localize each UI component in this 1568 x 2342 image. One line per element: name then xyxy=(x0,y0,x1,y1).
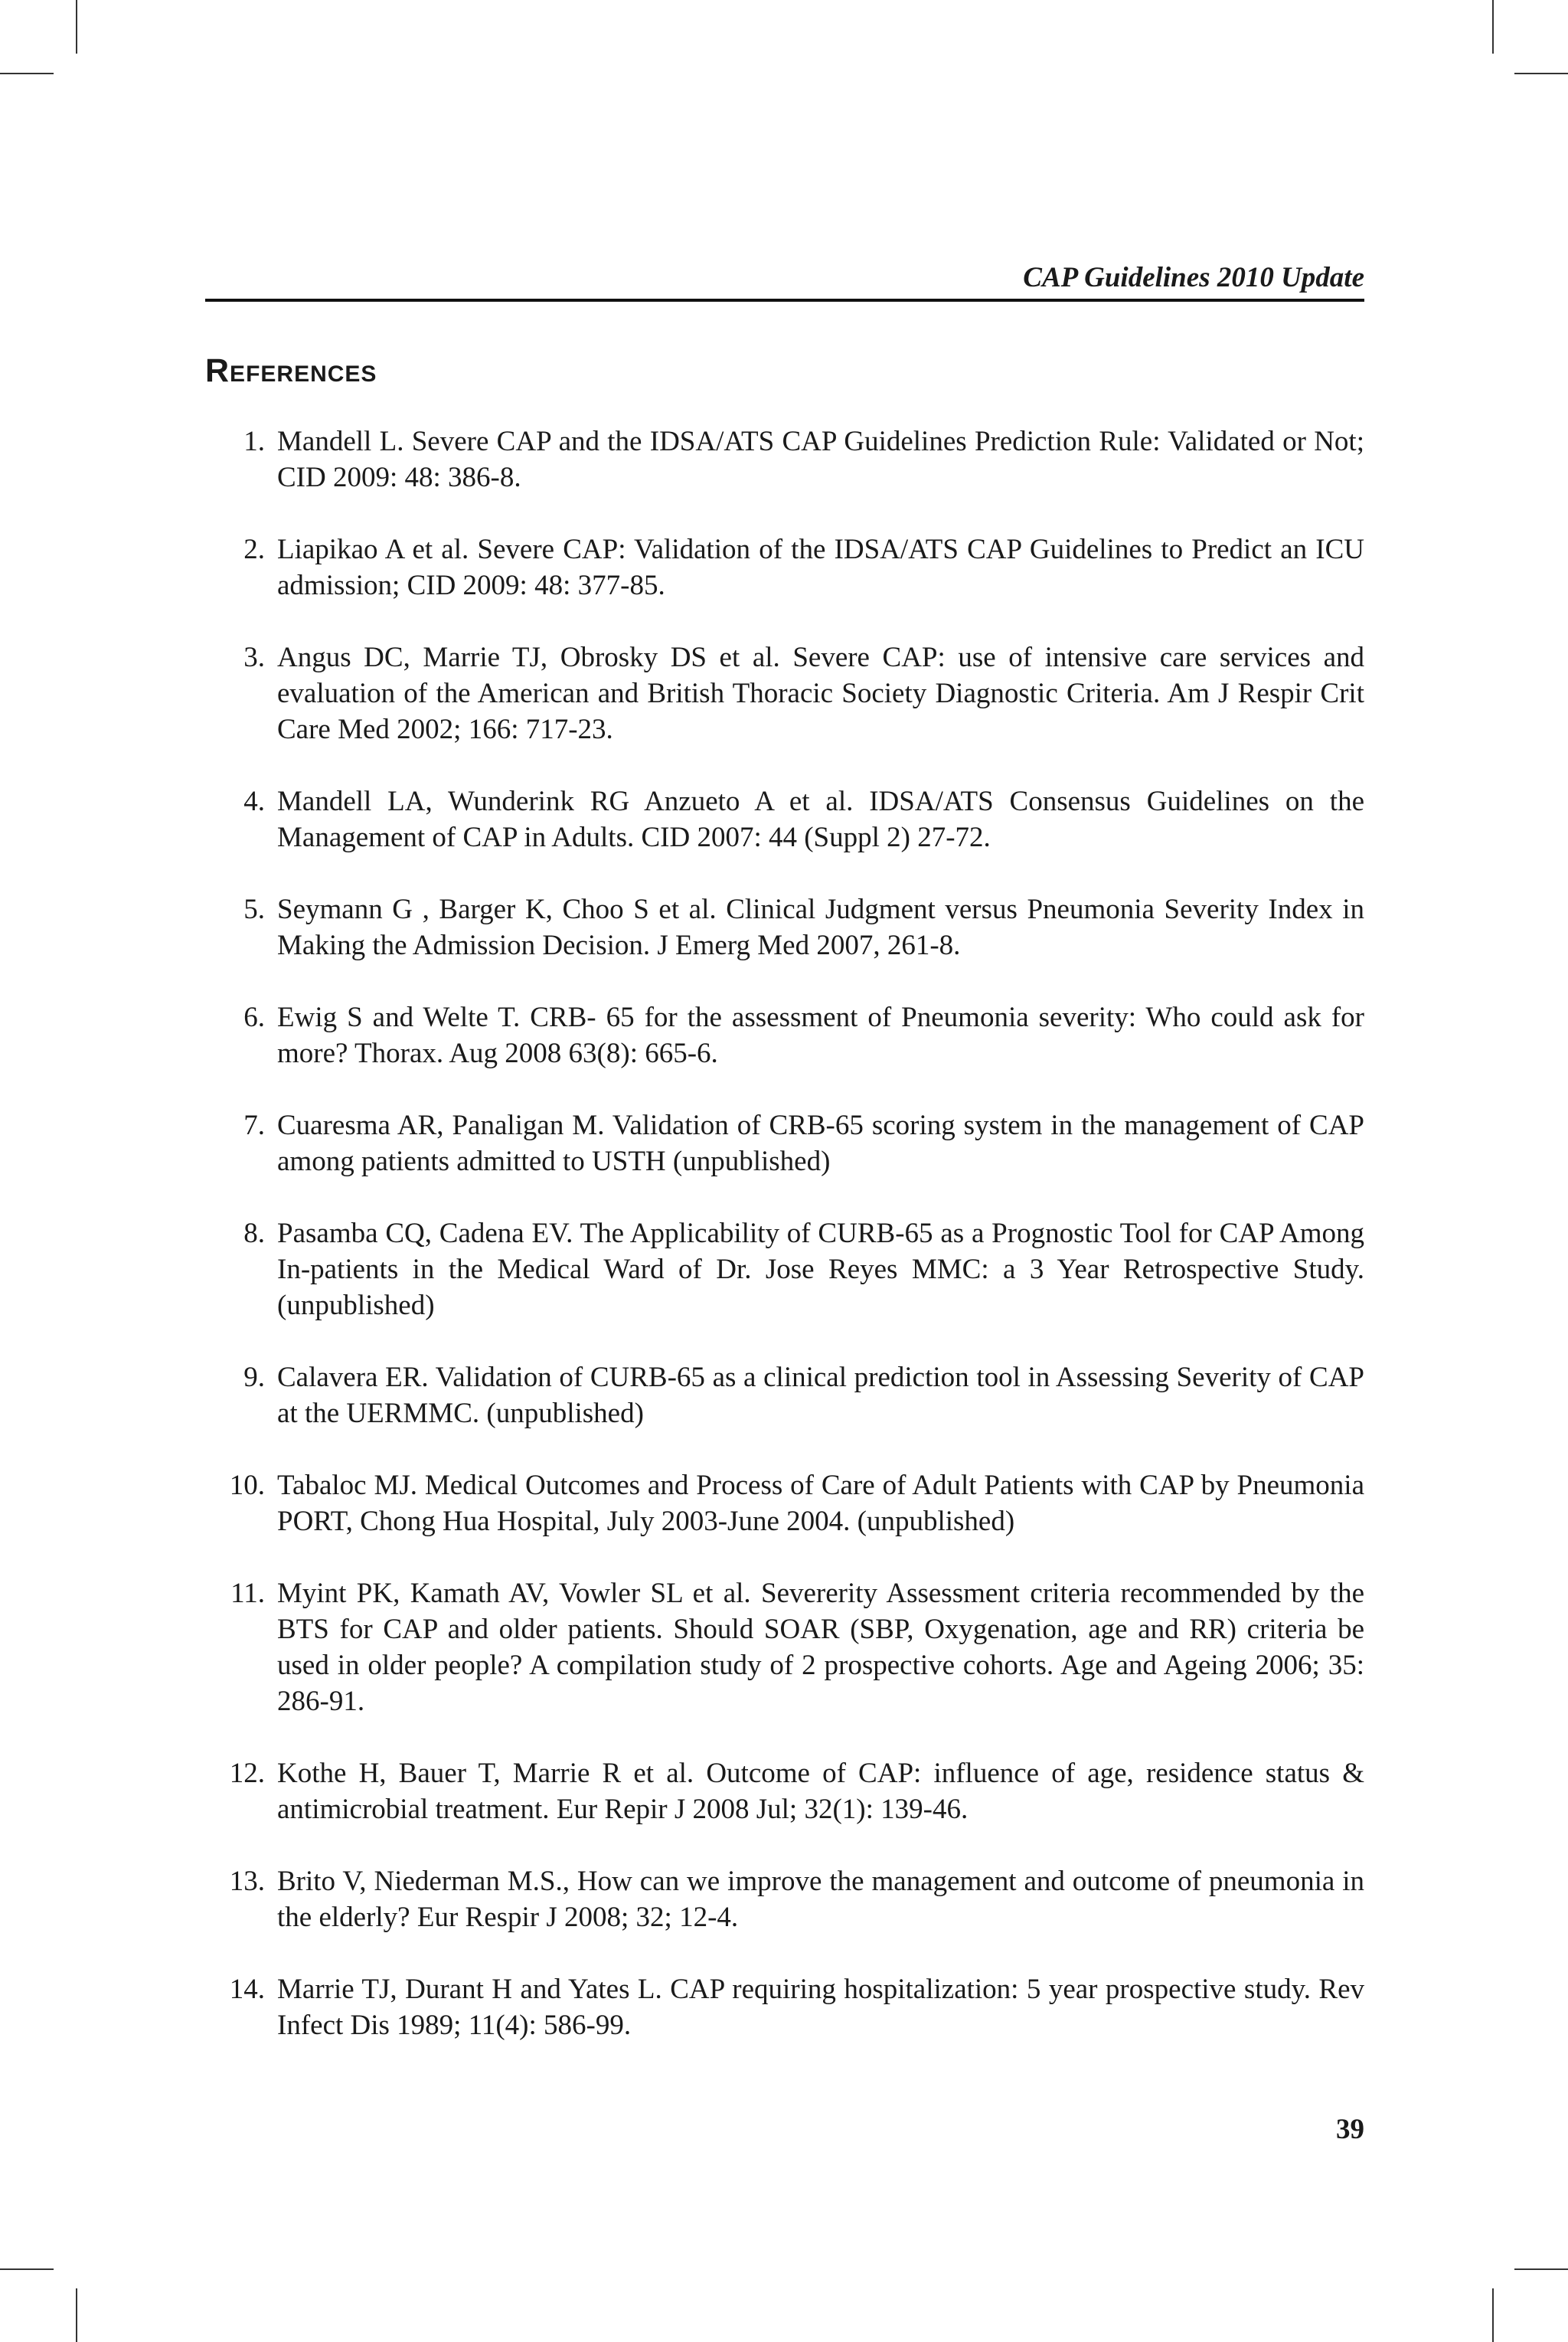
reference-number: 4. xyxy=(243,786,265,817)
list-item xyxy=(205,532,1364,603)
reference-number: 14. xyxy=(229,1974,265,2005)
list-item xyxy=(205,999,1364,1071)
reference-text: Cuaresma AR, Panaligan M. Validation of CRB-65 scoring system in the management of CAP among patients admitted to USTH (unpublished) xyxy=(277,1110,1364,1177)
reference-number: 10. xyxy=(229,1470,265,1501)
reference-number: 9. xyxy=(243,1362,265,1393)
crop-mark-bottom-left-horizontal xyxy=(0,2268,54,2270)
list-item xyxy=(205,891,1364,963)
crop-mark-top-left-vertical xyxy=(76,0,77,54)
reference-number: 7. xyxy=(243,1110,265,1141)
list-item xyxy=(205,639,1364,747)
reference-number: 2. xyxy=(243,534,265,565)
reference-number: 8. xyxy=(243,1218,265,1249)
crop-mark-top-left-horizontal xyxy=(0,73,54,74)
list-item xyxy=(205,1359,1364,1431)
crop-mark-bottom-right-vertical xyxy=(1492,2288,1494,2342)
reference-number: 12. xyxy=(229,1758,265,1789)
page-number: 39 xyxy=(1336,2114,1364,2145)
reference-text: Mandell L. Severe CAP and the IDSA/ATS CAP Guidelines Prediction Rule: Validated or Not; CID 2009: 48: 386-8. xyxy=(277,426,1364,493)
list-item xyxy=(205,783,1364,855)
crop-mark-top-right-vertical xyxy=(1492,0,1494,54)
reference-text: Myint PK, Kamath AV, Vowler SL et al. Severerity Assessment criteria recommended by the BTS for CAP and older patients. Should SOAR (SBP, Oxygenation, age and RR) criteria be used in older people? A compilation study of 2 prospective cohorts. Age and Ageing 2006; 35: 286-91. xyxy=(277,1578,1364,1717)
crop-mark-top-right-horizontal xyxy=(1514,73,1568,74)
reference-text: Marrie TJ, Durant H and Yates L. CAP requiring hospitalization: 5 year prospective study. Rev Infect Dis 1989; 11(4): 586-99. xyxy=(277,1974,1364,2041)
reference-list xyxy=(205,424,1364,2079)
reference-number: 1. xyxy=(243,426,265,457)
reference-number: 11. xyxy=(230,1578,265,1609)
reference-number: 5. xyxy=(243,894,265,925)
reference-text: Liapikao A et al. Severe CAP: Validation of the IDSA/ATS CAP Guidelines to Predict an ICU admission; CID 2009: 48: 377-85. xyxy=(277,534,1364,601)
list-item xyxy=(205,1575,1364,1719)
reference-text: Brito V, Niederman M.S., How can we improve the management and outcome of pneumonia in the elderly? Eur Respir J 2008; 32; 12-4. xyxy=(277,1866,1364,1933)
list-item xyxy=(205,1863,1364,1935)
list-item xyxy=(205,1971,1364,2043)
crop-mark-bottom-left-vertical xyxy=(76,2288,77,2342)
reference-text: Pasamba CQ, Cadena EV. The Applicability of CURB-65 as a Prognostic Tool for CAP Among In-patients in the Medical Ward of Dr. Jose Reyes MMC: a 3 Year Retrospective Study. (unpublished) xyxy=(277,1218,1364,1321)
running-title: CAP Guidelines 2010 Update xyxy=(1023,262,1364,293)
reference-number: 3. xyxy=(243,642,265,673)
reference-text: Calavera ER. Validation of CURB-65 as a clinical prediction tool in Assessing Severity of CAP at the UERMMC. (unpublished) xyxy=(277,1362,1364,1429)
section-title: References xyxy=(205,352,377,389)
reference-number: 6. xyxy=(243,1002,265,1033)
list-item xyxy=(205,1215,1364,1323)
reference-number: 13. xyxy=(229,1866,265,1897)
list-item xyxy=(205,1467,1364,1539)
header-rule xyxy=(205,299,1364,302)
reference-text: Kothe H, Bauer T, Marrie R et al. Outcome of CAP: influence of age, residence status & antimicrobial treatment. Eur Repir J 2008 Jul; 32(1): 139-46. xyxy=(277,1758,1364,1825)
reference-text: Ewig S and Welte T. CRB- 65 for the assessment of Pneumonia severity: Who could ask for more? Thorax. Aug 2008 63(8): 665-6. xyxy=(277,1002,1364,1069)
crop-mark-bottom-right-horizontal xyxy=(1514,2268,1568,2270)
reference-text: Angus DC, Marrie TJ, Obrosky DS et al. Severe CAP: use of intensive care services and evaluation of the American and British Thoracic Society Diagnostic Criteria. Am J Respir Crit Care Med 2002; 166: 717-23. xyxy=(277,642,1364,745)
list-item xyxy=(205,424,1364,496)
list-item xyxy=(205,1755,1364,1827)
reference-text: Tabaloc MJ. Medical Outcomes and Process of Care of Adult Patients with CAP by Pneumonia PORT, Chong Hua Hospital, July 2003-June 2004. (unpublished) xyxy=(277,1470,1364,1537)
reference-text: Seymann G , Barger K, Choo S et al. Clinical Judgment versus Pneumonia Severity Index in Making the Admission Decision. J Emerg Med 2007, 261-8. xyxy=(277,894,1364,961)
reference-text: Mandell LA, Wunderink RG Anzueto A et al. IDSA/ATS Consensus Guidelines on the Management of CAP in Adults. CID 2007: 44 (Suppl 2) 27-72. xyxy=(277,786,1364,853)
list-item xyxy=(205,1107,1364,1179)
